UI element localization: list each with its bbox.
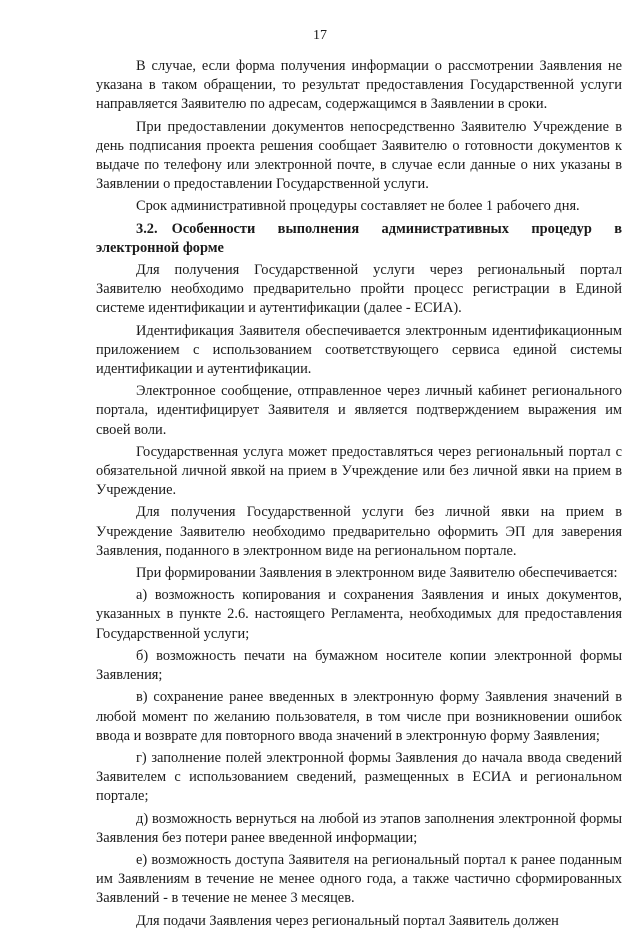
section-number: 3.2. (136, 220, 158, 237)
list-item: д) возможность вернуться на любой из этапов заполнения электронной формы Заявления без потери ранее введенной информации; (96, 810, 622, 846)
paragraph: Срок административной процедуры составляет не более 1 рабочего дня. (136, 198, 580, 215)
paragraph: В случае, если форма получения информации о рассмотрении Заявления не указана в таком обращении, то результат предоставления Государственной услуги направляется Заявителю по адресам, содержащимся в Заявлении в сроки. (96, 58, 622, 113)
paragraph: Электронное сообщение, отправленное через личный кабинет регионального портала, идентифицирует Заявителя и является подтверждением выражения им своей воли. (96, 383, 622, 438)
paragraph: Идентификация Заявителя обеспечивается электронным идентификационным приложением с использованием соответствующего сервиса единой системы идентификации и аутентификации. (96, 322, 622, 378)
paragraph: Государственная услуга может предоставляться через региональный портал с обязательной личной явкой на прием в Учреждение или без личной явки на прием в Учреждение. (96, 443, 622, 499)
list-item: е) возможность доступа Заявителя на региональный портал к ранее поданным им Заявлениям в течение не менее одного года, а также частично сформированных Заявлений - в течение не менее 3 месяцев. (96, 851, 622, 907)
list-item: а) возможность копирования и сохранения Заявления и иных документов, указанных в пункте 2.6. настоящего Регламента, необходимых для предоставления Государственной услуги; (96, 587, 622, 642)
paragraph: Для получения Государственной услуги через региональный портал Заявителю необходимо предварительно пройти процесс регистрации в Единой системе идентификации и аутентификации (далее - ЕСИА). (96, 262, 622, 317)
section-title: Особенности выполнения административных процедур в электронной форме (96, 220, 622, 256)
paragraph: При предоставлении документов непосредственно Заявителю Учреждение в день подписания проекта решения сообщает Заявителю о готовности документов к выдаче по телефону или электронной почте, в случае если данные о них указаны в Заявлении о предоставлении Государственной услуги. (96, 118, 622, 193)
paragraph: Для подачи Заявления через региональный портал Заявитель должен (136, 912, 559, 929)
page-number: 17 (313, 28, 327, 43)
list-item: б) возможность печати на бумажном носителе копии электронной формы Заявления; (96, 647, 622, 684)
section-heading (96, 220, 622, 258)
paragraph: Для получения Государственной услуги без личной явки на прием в Учреждение Заявителю необходимо предварительно оформить ЭП для заверения Заявления, поданного в электронном виде на региональном портале. (96, 504, 622, 559)
list-item: в) сохранение ранее введенных в электронную форму Заявления значений в любой момент по желанию пользователя, в том числе при возникновении ошибок ввода и возврате для повторного ввода значений в электронную форму Заявления; (96, 689, 622, 744)
paragraph: При формировании Заявления в электронном виде Заявителю обеспечивается: (136, 565, 618, 582)
document-body (96, 57, 622, 934)
list-item: г) заполнение полей электронной формы Заявления до начала ввода сведений Заявителем с использованием сведений, размещенных в ЕСИА и региональном портале; (96, 749, 622, 805)
